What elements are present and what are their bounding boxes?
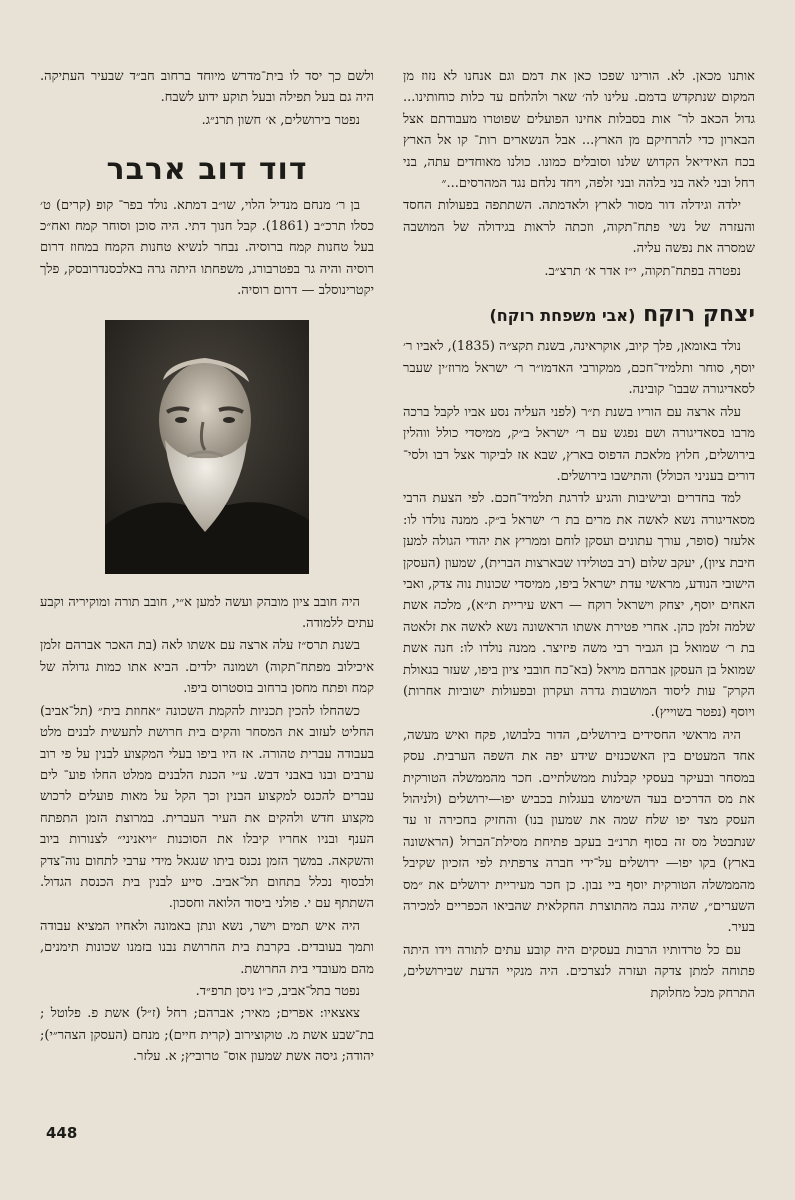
heading-subtitle: (אבי משפחת רוקח): [489, 306, 636, 326]
left-column: [40, 66, 374, 1069]
portrait-icon: [105, 320, 309, 574]
page-number: 448: [46, 1124, 78, 1142]
portrait-photo: [105, 320, 309, 574]
biography-heading: [403, 304, 755, 326]
paragraph: נולד באומאן, פלך קיוב, אוקראינה, בשנת תקצ״ה (1835), לאביו ר׳ יוסף, סוחר ותלמיד־חכם, ממקורבי האדמו״ר ר׳ ישראל מרוז׳ין שעבר לסאדיגורה שבבו־ קובינה.: [403, 339, 755, 398]
paragraph: היה מראשי החסידים בירושלים, הדור בלבושו, פקח ואיש מעשה, אחד המעטים בין האשכנזים שידע יפה את השפה הערבית. עסק במסחר ובעיקר בעסקי קבלנות ממשלתיים. חכר מהממשלה הטורקית את מס הדרכים בעד השימוש בעגלות בכביש יפו—ירושלים (ולניהול העסק מצד יפו שלח שמה את שמעון בנו) והחזיק בחכירה זו עד שנתבטל מס זה בסוף תרנ״ב בעקב פתיחת מסילת־הברזל (הראשונה בארץ) בקו יפו— ירושלים על־ידי חברה צרפתית לפי הזכיון שקיבל מהממשלה הטורקית יוסף ביי נבון. כן חכר מעיריית ירושלים את ״מס השערים״, שהיה נגבה מהתוצרת החקלאית שהביאו הכפריים למכירה בעיר.: [403, 727, 755, 936]
paragraph: כשהחלו להכין תכניות להקמת השכונה ״אחוזת בית״ (תל־אביב) החליט לעזוב את המסחר והקים בית חרושת לתעשית לבנים מלט בעבודה עברית טהורה. אז היו ביפו בעלי המקצוע לבנין על פי רוב ערבים ובנו באבני דבש. ע״י הכנת הלבנים ממלט החלו פוע־ לים עברים להכנס למקצוע הבנין וכך הקל על מאות פועלים לרכוש מקצוע חדש ולהקים את העיר העברית. במרוצת הזמן התפתח הענף ובניו אחריו קיבלו את הסוכנות ״ויאניני״ לצנורות ביוב והשקאה. במשך הזמן נכנס ביתו שנגאל מידי ערבי לתחום נוה־צדק ולבסוף נכלל בתחום תל־אביב. סייע לבנין בית הכנסת הגדול. השתתף עם י. פולני ביסוד הלואה וחסכון.: [40, 703, 374, 912]
paragraph: למד בחדרים ובישיבות והגיע לדרגת תלמיד־חכם. לפי הצעת הרבי מסאדיגורה נשא לאשה את מרים בת ר׳ ישראל ב״ק. ממנה נולדו לו: אלעזר (סופר, עורך עתונים ועסקן לוחם וממריץ את יהודי הגולה למען חיבת ציון), יעקב שלום (רב בטולידו שבארצות הברית), שמעון (העסקן הישובי הנודע, מראשי עדת ישראל ביפו, ממיסדי שכונות נוה צדק, ואבי האחים יוסף, יצחק וישראל רוקח — ראש עיריית ת״א), מלכה אשת שלמה זלמן כהן. אחרי פטירת אשתו הראשונה נשא לאשה את זלאטה בת ר׳ שמואל בן הגביר רבי משה פיזיצר. ממנה נולדו לו: חנה אשת שמואל בן העסקן אברהם מויאל (בא־כח חובבי ציון ביפו, שעזר בגאולת הקרק־ עות ליסוד המושבות גדרה ועקרון ובפעולות ישוביות אחרות) ויוסף (נפטר בשוייץ).: [403, 491, 755, 721]
paragraph: ילדה וגידלה דור מסור לארץ ולאדמתה. השתתפה בפעולות החסד והעזרה של נשי פתח־תקוה, וזכתה לראות בגידולה של המושבה שמסרה את נפשה עליה.: [403, 198, 755, 257]
death-note: נפטר בירושלים, א׳ חשון תרנ״ג.: [201, 112, 360, 128]
paragraph: עם כל טרדותיו הרבות בעסקים היה קובע עתים לתורה וידו היתה פתוחה למתן צדקה ועזרה לנצרכים. היה מנקיי הדעת שבירושלים, התרחק מכל מחלוקת: [403, 942, 755, 1001]
paragraph: אותנו מכאן. לא. הורינו שפכו כאן את דמם וגם אנחנו לא נזוז מן המקום שנתקדש בדמם. עלינו לה׳ שאר ולהלחם עד כלות כוחותינו... גדול הכאב לר־ אות בסבלות אחינו הפועלים שפוטרו מעבודתם אצל הבארון כדי להרחיקם מן הארץ... אבל הנשארים רות־ קו אל הארץ בכח האידיאל הקדוש שלנו וסובלים כמונו. כולנו מאוחדים עתה, בני רחל ובני לאה בני בלהה ובני זלפה, ויחד נלחם נגד המהרסים...״: [403, 69, 755, 192]
paragraph: ולשם כך יסד לו בית־מדרש מיוחד ברחוב חב״ד שבעיר העתיקה. היה גם בעל תפילה ובעל תוקע ידוע לשבח.: [40, 69, 374, 106]
paragraph: היה חובב ציון מובהק ועשה למען א״י, חובב תורה ומוקיריה וקבע עתים ללמודה.: [40, 594, 374, 632]
paragraph: בן ר׳ מנחם מנדיל הלוי, שו״ב דמתא. נולד בפר־ קופ (קרים) ט׳ כסלו תרכ״ב (1861). קבל חנוך דתי. היה סוכן וסוחר קמח ואח״כ בעל טחנות קמח ברוסיה. נבחר לנשיא טחנות הקמח במחוז דרום רוסיה והיה גר בפטרבורג, משפחתו היתה גרה באלכסנדרובסק, פלך יקטרינוסלב — דרום רוסיה.: [40, 197, 374, 299]
death-note: נפטרה בפתח־תקוה, י״ז אדר א׳ תרצ״ב.: [544, 263, 741, 279]
death-note: נפטר בתל־אביב, כ״ו ניסן תרפ״ד.: [195, 983, 360, 999]
descendants-list: צאצאיו: אפרים; מאיר; אברהם; רחל (ז״ל) אשת פ. פלוטל ; בת־שבע אשת מ. טוקוצירוב (קרית חיים); מנחם (העסקן הצהר״י); יהודה; גיסה אשת שמעון אוס־ טרוביץ; א. עלזר.: [40, 1006, 374, 1065]
paragraph: היה איש תמים וישר, נשא ונתן באמונה ולאחיו המציא עבודה ותמך בעובדים. בקרבת בית החרושת נבנו בזמנו שכונות תימנים, מהם מעובדי בית החרושת.: [40, 918, 374, 977]
right-column: [403, 66, 755, 1005]
heading-name: יצחק רוקח: [643, 302, 755, 328]
paragraph: בשנת תרס״ז עלה ארצה עם אשתו לאה (בת האכר אברהם זלמן איכילוב מפתח־תקוה) ושמונה ילדים. הביא אתו כמות גדולה של קמח ופתח מחסן ברחוב בוסטרוס ביפו.: [40, 638, 374, 697]
paragraph: עלה ארצה עם הוריו בשנת ת״ר (לפני העליה נסע אביו לקבל ברכה מרבו בסאדיגורה ושם נפגש עם ר׳ ישראל ב״ק, ממיסדי כולל ווהלין בירושלים, חלוץ מלאכת הדפוס בארץ, שבא אז לביקור אצל רבו ולסי־ דורים בעניני הכולל) והתישבו בירושלים.: [403, 404, 755, 484]
biography-heading: דוד דוב ארבר: [106, 152, 308, 188]
